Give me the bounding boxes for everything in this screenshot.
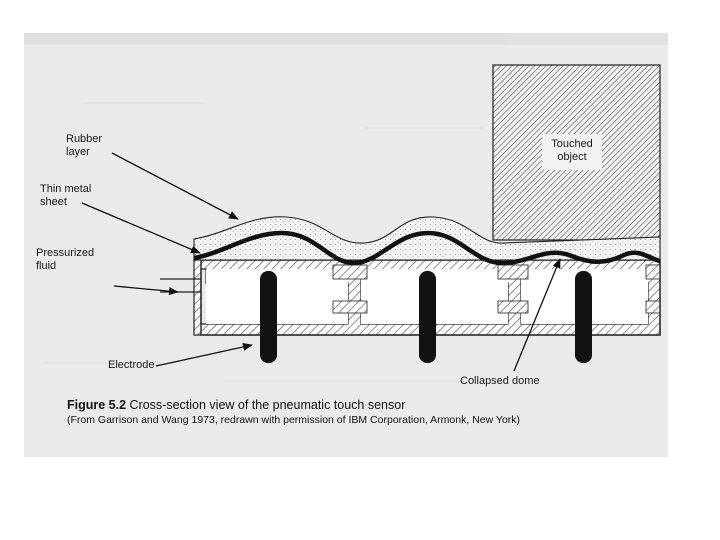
electrode-1	[260, 271, 277, 363]
scanned-figure	[24, 33, 668, 457]
arrow-electrode	[156, 345, 252, 366]
caption-title-line	[67, 397, 667, 413]
label-pressurized-fluid: Pressurized fluid	[36, 247, 95, 272]
caption-figure-number: Figure 5.2	[67, 398, 127, 412]
caption-title: Cross-section view of the pneumatic touch sensor	[129, 398, 406, 412]
label-rubber-layer: Rubber layer	[66, 133, 103, 158]
label-electrode: Electrode	[108, 359, 155, 371]
caption-source: (From Garrison and Wang 1973, redrawn with permission of IBM Corporation, Armonk, New York)	[67, 414, 521, 426]
label-thin-metal-sheet: Thin metal sheet	[40, 183, 92, 208]
arrow-metal-sheet	[82, 203, 200, 253]
label-touched-object: Touched object	[551, 138, 593, 163]
label-collapsed-dome: Collapsed dome	[460, 375, 540, 387]
sensor-diagram	[24, 33, 668, 457]
electrode-3	[575, 271, 592, 363]
arrow-fluid	[114, 286, 178, 292]
figure-caption	[67, 397, 667, 427]
arrow-rubber-layer	[112, 153, 238, 219]
electrode-2	[419, 271, 436, 363]
